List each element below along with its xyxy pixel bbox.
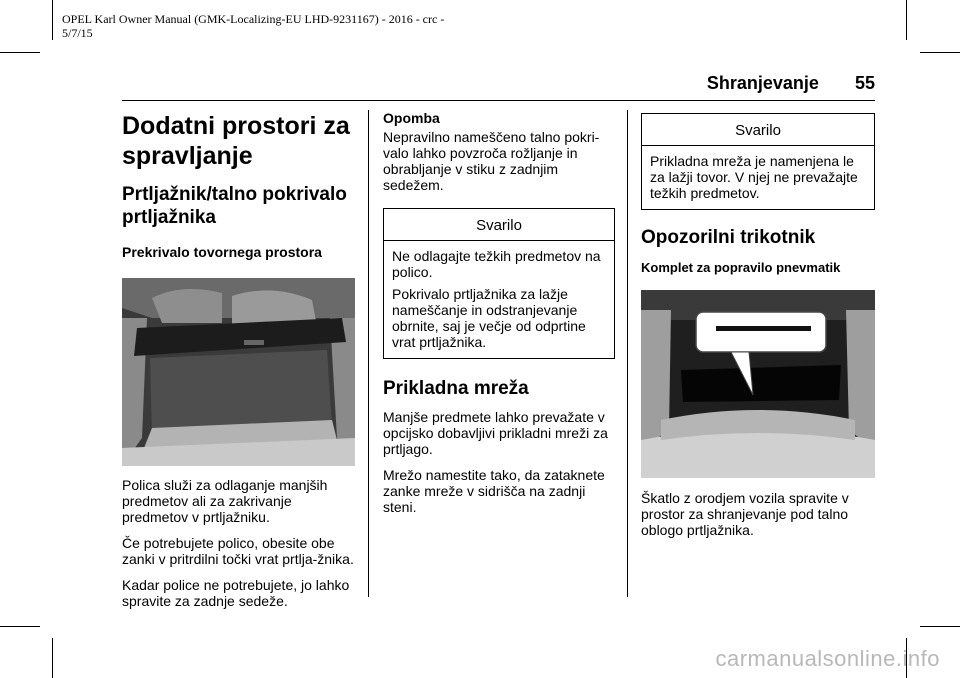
paragraph: Manjše predmete lahko prevažate v opcijsko dobavljivi prikladni mreži za prtljago. bbox=[383, 409, 608, 457]
page-number: 55 bbox=[854, 73, 875, 93]
paragraph: Če potrebujete polico, obesite obe zanki v pritrdilni točki vrat prtlja-žnika. bbox=[122, 535, 354, 567]
crop-mark bbox=[920, 52, 960, 53]
column-divider bbox=[368, 110, 369, 597]
note-label: Opomba bbox=[383, 110, 440, 126]
paragraph: Polica služi za odlaganje manjših predmetov ali za zakrivanje predmetov v prtljažniku. bbox=[122, 477, 328, 525]
header-rule bbox=[122, 100, 875, 101]
paragraph: Škatlo z orodjem vozila spravite v prostor za shranjevanje pod talno oblogo prtljažnika. bbox=[641, 490, 849, 538]
section-title: Shranjevanje bbox=[706, 73, 819, 93]
section-heading: Prtljažnik/talno pokrivalo prtljažnika bbox=[122, 184, 347, 228]
column-1 bbox=[122, 110, 355, 609]
paragraph: Kadar police ne potrebujete, jo lahko spravite za zadnje sedeže. bbox=[122, 577, 350, 609]
warning-box bbox=[641, 113, 875, 210]
warning-text: Prikladna mreža je namenjena le za lažji tovor. V njej ne prevažajte težkih predmetov. bbox=[650, 153, 858, 201]
warning-title: Svarilo bbox=[642, 114, 874, 146]
column-2 bbox=[383, 110, 615, 515]
warning-box bbox=[383, 208, 615, 359]
column-divider bbox=[627, 110, 628, 597]
crop-mark bbox=[920, 626, 960, 627]
warning-text: Pokrivalo prtljažnika za lažje nameščanje in odstranjevanje obrnite, saj je večje od odprtine vrat prtljažnika. bbox=[392, 286, 586, 350]
paragraph: Mrežo namestite tako, da zataknete zanke mreže v sidrišča na zadnji steni. bbox=[383, 467, 605, 515]
cargo-cover-illustration bbox=[122, 278, 355, 466]
note-text: Nepravilno nameščeno talno pokri-valo lahko povzroča rožljanje in obrabljanje v stiku z zadnjim sedežem. bbox=[383, 129, 600, 193]
header-line-2: 5/7/15 bbox=[62, 26, 93, 40]
crop-mark bbox=[52, 0, 53, 40]
watermark: carmanualsonline.info bbox=[715, 646, 940, 671]
crop-mark bbox=[0, 52, 40, 53]
tool-box-illustration bbox=[641, 290, 875, 478]
warning-title: Svarilo bbox=[384, 209, 614, 241]
subsection-heading: Komplet za popravilo pnevmatik bbox=[641, 260, 841, 275]
running-head bbox=[707, 73, 875, 94]
section-heading: Prikladna mreža bbox=[383, 378, 529, 399]
column-3 bbox=[641, 110, 875, 538]
document-header bbox=[62, 12, 444, 40]
subsection-heading: Prekrivalo tovornega prostora bbox=[122, 244, 322, 260]
page-title: Dodatni prostori za spravljanje bbox=[122, 112, 350, 170]
section-heading: Opozorilni trikotnik bbox=[641, 227, 816, 248]
crop-mark bbox=[52, 638, 53, 678]
crop-mark bbox=[0, 626, 40, 627]
warning-text: Ne odlagajte težkih predmetov na polico. bbox=[392, 248, 601, 280]
crop-mark bbox=[906, 0, 907, 40]
header-line-1: OPEL Karl Owner Manual (GMK-Localizing-EU LHD-9231167) - 2016 - crc - bbox=[62, 12, 445, 26]
